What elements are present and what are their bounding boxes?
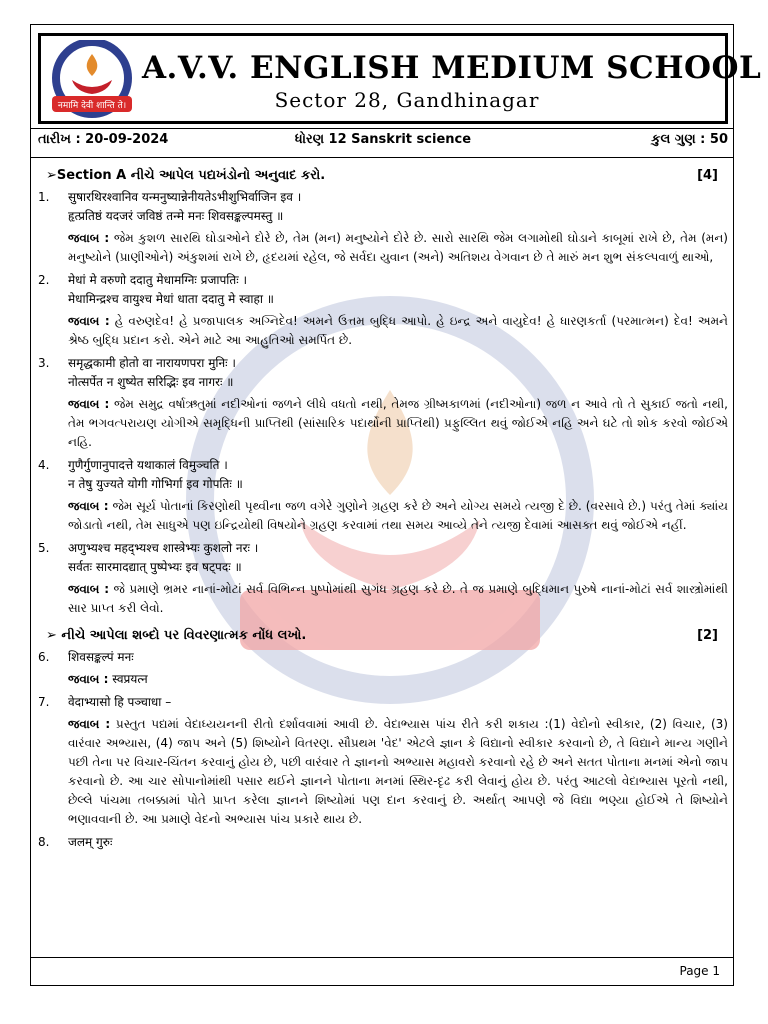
question-number: 7. bbox=[38, 695, 50, 709]
term-line: शिवसङ्कल्पं मनः bbox=[68, 650, 134, 664]
answer-text: જેમ સમુદ્ર વર્ષાઋતુમાં નદીઓનાં જળને લીધે વધતો નથી, તેમજ ગ્રીષ્મકાળમાં (નદીઓના) જળ ન આવે તો તે સુકાઈ જતો નથી, તેમ ભગવત્પરાયણ યોગીએ સમૃદ્ધિની પ્રાપ્તિથી (સાંસારિક પદાર્થોની પ્રાપ્તિથી) પ્રફુલ્લિત થવું જોઈએ નહિ અને ઘટે તો શોક કરવો જોઈએ નહિ. bbox=[68, 397, 728, 449]
verse-line-1: सुषारथिरश्वानिव यन्मनुष्यान्नेनीयतेऽभीशुभिर्वाजिन इव । bbox=[68, 190, 302, 204]
answer-text: જેમ કુશળ સારથિ ઘોડાઓને દોરે છે, તેમ (મન) મનુષ્યોને દોરે છે. સારો સારથિ જેમ લગામોથી ઘોડાને કાબૂમાં રાખે છે, તેમ (મન) મનુષ્યોને (પ્રાણીઓને) અંકુશમાં રાખે છે, હૃદયમાં રહેલ, જે સર્વદા યુવાન (અને) અતિશય વેગવાન છે તે મારું મન શુભ સંકલ્પવાળું થાઓ, bbox=[68, 231, 728, 264]
answer-text: જેમ સૂર્ય પોતાનાં કિરણોથી પૃથ્વીના જળ વગેરે ગુણોને ગ્રહણ કરે છે અને યોગ્ય સમયે ત્યજી દે છે. (વરસાવે છે.) પરંતુ તેમાં ક્યાંય જોડાતો નથી, તેમ સાધુએ પણ ઇન્દ્રિયોથી વિષયોને ગ્રહણ કરવામાં તથા સમય આવ્યે તેને ત્યજી દેવામાં આસક્ત થવું જોઈએ નહીં. bbox=[68, 499, 728, 532]
total-marks: કુલ ગુણ : 50 bbox=[651, 132, 728, 147]
answer bbox=[68, 229, 728, 267]
question-number: 8. bbox=[38, 835, 50, 849]
answer-label: જવાબ : bbox=[68, 672, 109, 686]
answer-text: હે વરુણદેવ! હે પ્રજાપાલક અગ્નિદેવ! અમને ઉત્તમ બુદ્ધિ આપો. હે ઇન્દ્ર અને વાયુદેવ! હે ધારણકર્તા (પરમાત્મન) દેવ! અમને શ્રેષ્ઠ બુદ્ધિ પ્રદાન કરો. એને માટે આ આહુતિઓ સમર્પિત છે. bbox=[68, 314, 728, 347]
question-7 bbox=[38, 693, 728, 829]
footer-divider bbox=[30, 957, 734, 958]
section-a-heading bbox=[38, 166, 728, 188]
answer bbox=[68, 670, 728, 689]
school-location: Sector 28, Gandhinagar bbox=[274, 88, 540, 112]
answer-label: જવાબ : bbox=[68, 397, 110, 411]
question-6 bbox=[38, 648, 728, 689]
school-name: A.V.V. ENGLISH MEDIUM SCHOOL bbox=[142, 50, 762, 86]
question-number: 3. bbox=[38, 356, 50, 370]
verse-line-2: न तेषु युज्यते योगी गोभिर्गा इव गोपतिः ॥ bbox=[68, 477, 243, 491]
question-8 bbox=[38, 833, 728, 852]
verse-line-1: अणुभ्यश्च महद्भ्यश्च शास्त्रेभ्यः कुशलो नरः । bbox=[68, 541, 259, 555]
school-logo-icon bbox=[46, 40, 138, 118]
section-a-marks: [4] bbox=[697, 168, 718, 183]
verse-line-1: मेधां मे वरुणो ददातु मेधामग्निः प्रजापतिः । bbox=[68, 273, 248, 287]
question-number: 2. bbox=[38, 273, 50, 287]
answer-text: જે પ્રમાણે ભ્રમર નાનાં-મોટાં સર્વ વિભિન્ન પુષ્પોમાંથી સુગંધ ગ્રહણ કરે છે. તે જ પ્રમાણે બુદ્ધિમાન પુરુષે નાનાં-મોટાં સર્વ શાસ્ત્રોમાંથી સાર પ્રાપ્ત કરી લેવો. bbox=[68, 582, 728, 615]
answer-text: स्वप्रयत्न bbox=[112, 672, 148, 686]
section-b-heading bbox=[38, 626, 728, 648]
question-number: 4. bbox=[38, 458, 50, 472]
answer bbox=[68, 715, 728, 829]
section-b-marks: [2] bbox=[697, 628, 718, 643]
question-number: 1. bbox=[38, 190, 50, 204]
question-5 bbox=[38, 539, 728, 618]
question-1 bbox=[38, 188, 728, 267]
question-3 bbox=[38, 354, 728, 452]
answer bbox=[68, 580, 728, 618]
answer bbox=[68, 395, 728, 452]
answer-label: જવાબ : bbox=[68, 499, 109, 513]
question-number: 5. bbox=[38, 541, 50, 555]
verse-line-2: हृत्प्रतिष्ठं यदजरं जविष्ठं तन्मे मनः शिवसङ्कल्पमस्तु ॥ bbox=[68, 209, 284, 223]
divider-bottom bbox=[30, 157, 734, 158]
divider-top bbox=[30, 128, 734, 129]
exam-class: ધોરણ 12 Sanskrit science bbox=[294, 132, 472, 147]
section-a-title: ➢Section A નીચે આપેલ પદ્યખંડોનો અનુવાદ કરો. bbox=[46, 168, 326, 183]
verse-line-1: गुणैर्गुणानुपादत्ते यथाकालं विमुञ्चति । bbox=[68, 458, 228, 472]
answer bbox=[68, 497, 728, 535]
answer-label: જવાબ : bbox=[68, 314, 110, 328]
term-line: जलम् गुरुः bbox=[68, 835, 113, 849]
answer bbox=[68, 312, 728, 350]
answer-label: જવાબ : bbox=[68, 582, 110, 596]
verse-line-2: मेधामिन्द्रश्च वायुश्च मेधां धाता ददातु मे स्वाहा ॥ bbox=[68, 292, 274, 306]
verse-line-2: सर्वतः सारमादद्यात् पुष्पेभ्यः इव षट्पदः ॥ bbox=[68, 560, 242, 574]
question-number: 6. bbox=[38, 650, 50, 664]
page-number: Page 1 bbox=[679, 964, 720, 978]
answer-text: પ્રસ્તુત પદ્યમાં વેદાધ્યયનની રીતો દર્શાવવામાં આવી છે. વેદાભ્યાસ પાંચ રીતે કરી શકાય :(1) વેદોનો સ્વીકાર, (2) વિચાર, (3) વારંવાર અભ્યાસ, (4) જાપ અને (5) શિષ્યોને વિતરણ. સૌપ્રથમ 'વેદ' એટલે જ્ઞાન કે વિદ્યાનો સ્વીકાર કરવાનો છે, તે વિદ્યાને માન્ય ગણીને પછી તેના પર વિચાર-ચિંતન કરવાનું હોય છે, પછી વારંવાર તે જ્ઞાનનો અભ્યાસ મહાવરો કરવાનો રહે છે અને સતત પોતાના મનમાં એનો જાપ કરવાનો છે. આ ચાર સોપાનોમાંથી પસાર થઈને જ્ઞાનને પોતાના મનમાં સ્થિર-દૃઢ કરી લેવાનું હોય છે. પરંતુ આટલો વેદાભ્યાસ પૂરતો નથી, છેલ્લે પાંચમા તબક્કામાં પોતે પ્રાપ્ત કરેલા જ્ઞાનને શિષ્યોમાં પણ દાન કરવાનું છે. અર્થાત્ આપણે જે વિદ્યા ભણ્યા હોઈએ તે શિષ્યોને ભણાવવાની છે. આ પ્રમાણે વેદનો અભ્યાસ પાંચ પ્રકારે થાય છે. bbox=[68, 717, 728, 826]
logo-motto: नमामि देवी शान्ति ते। bbox=[57, 101, 127, 111]
question-2 bbox=[38, 271, 728, 350]
answer-label: જવાબ : bbox=[68, 231, 110, 245]
term-line: वेदाभ्यासो हि पञ्चाधा – bbox=[68, 695, 172, 709]
verse-line-1: समृद्धकामी होतो वा नारायणपरा मुनिः । bbox=[68, 356, 236, 370]
exam-info-row bbox=[38, 132, 728, 152]
question-content bbox=[38, 166, 728, 856]
exam-date: તારીખ : 20-09-2024 bbox=[38, 132, 169, 147]
question-4 bbox=[38, 456, 728, 535]
answer-label: જવાબ : bbox=[68, 717, 111, 731]
verse-line-2: नोत्सर्पेत न शुष्येत सरिद्भिः इव नागरः ॥ bbox=[68, 375, 234, 389]
section-b-title: ➢ નીચે આપેલા શબ્દો પર વિવરણાત્મક નોંધ લખો. bbox=[46, 628, 307, 643]
